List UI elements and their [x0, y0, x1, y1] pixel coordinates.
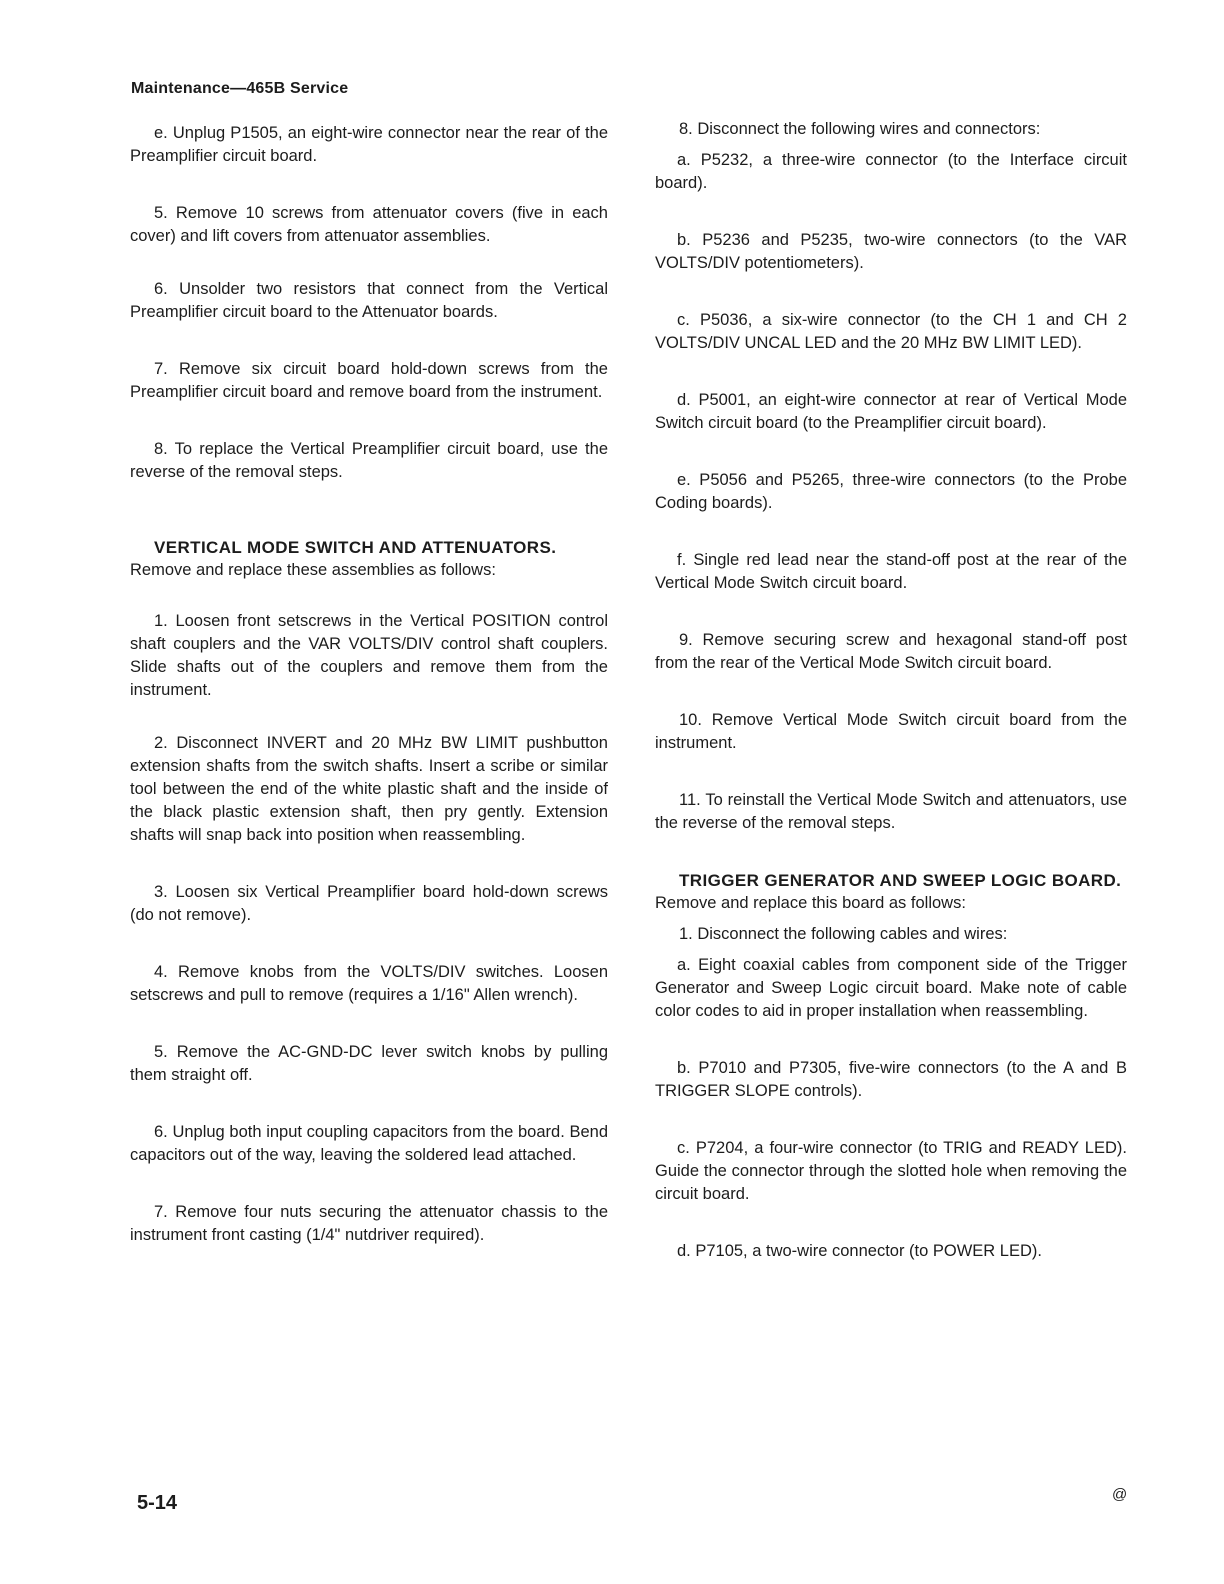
section-intro-vertical-mode-switch: Remove and replace these assemblies as follows:	[130, 561, 496, 579]
tg-step-1a: a. Eight coaxial cables from component side of the Trigger Generator and Sweep Logic circuit board. Make note of cable color codes to aid in proper installation when reassembling.	[655, 956, 1127, 1020]
vm-step-8: 8. Disconnect the following wires and connectors:	[679, 120, 1041, 138]
vm-step-1: 1. Loosen front setscrews in the Vertical POSITION control shaft couplers and the VAR VOLTS/DIV control shaft couplers. Slide shafts out of the couplers and remove them from the instrument.	[130, 612, 608, 699]
step-6-unsolder-resistors: 6. Unsolder two resistors that connect from the Vertical Preamplifier circuit board to the Attenuator boards.	[130, 280, 608, 321]
step-e-unplug-p1505: e. Unplug P1505, an eight-wire connector near the rear of the Preamplifier circuit board.	[130, 124, 608, 165]
vm-step-9: 9. Remove securing screw and hexagonal stand-off post from the rear of the Vertical Mode Switch circuit board.	[655, 631, 1127, 672]
vm-step-8a: a. P5232, a three-wire connector (to the Interface circuit board).	[655, 151, 1127, 192]
vm-step-8f: f. Single red lead near the stand-off post at the rear of the Vertical Mode Switch circuit board.	[655, 551, 1127, 592]
vm-step-6: 6. Unplug both input coupling capacitors from the board. Bend capacitors out of the way, leaving the soldered lead attached.	[130, 1123, 608, 1164]
right-column	[655, 118, 1127, 1263]
page-number: 5-14	[137, 1492, 178, 1514]
vm-step-2: 2. Disconnect INVERT and 20 MHz BW LIMIT pushbutton extension shafts from the switch shafts. Insert a scribe or similar tool between the end of the white plastic shaft and the inside of the black plastic extension shaft, then pry gently. Extension shafts will snap back into position when reassembling.	[130, 734, 608, 844]
section-title-vertical-mode-switch: VERTICAL MODE SWITCH AND ATTENUATORS.	[154, 538, 557, 557]
vm-step-10: 10. Remove Vertical Mode Switch circuit board from the instrument.	[655, 711, 1127, 752]
tg-step-1b: b. P7010 and P7305, five-wire connectors (to the A and B TRIGGER SLOPE controls).	[655, 1059, 1127, 1100]
vm-step-7: 7. Remove four nuts securing the attenuator chassis to the instrument front casting (1/4" nutdriver required).	[130, 1203, 608, 1244]
vm-step-5: 5. Remove the AC-GND-DC lever switch knobs by pulling them straight off.	[130, 1043, 608, 1084]
step-5-remove-screws: 5. Remove 10 screws from attenuator covers (five in each cover) and lift covers from attenuator assemblies.	[130, 204, 608, 245]
vm-step-11: 11. To reinstall the Vertical Mode Switch and attenuators, use the reverse of the removal steps.	[655, 791, 1127, 832]
vm-step-8c: c. P5036, a six-wire connector (to the CH 1 and CH 2 VOLTS/DIV UNCAL LED and the 20 MHz BW LIMIT LED).	[655, 311, 1127, 352]
tg-step-1d: d. P7105, a two-wire connector (to POWER LED).	[677, 1242, 1042, 1260]
vm-step-8d: d. P5001, an eight-wire connector at rear of Vertical Mode Switch circuit board (to the Preamplifier circuit board).	[655, 391, 1127, 432]
vm-step-3: 3. Loosen six Vertical Preamplifier board hold-down screws (do not remove).	[130, 883, 608, 924]
vm-step-8e: e. P5056 and P5265, three-wire connectors (to the Probe Coding boards).	[655, 471, 1127, 512]
tg-step-1c: c. P7204, a four-wire connector (to TRIG and READY LED). Guide the connector through the slotted hole when removing the circuit board.	[655, 1139, 1127, 1203]
section-title-trigger-generator: TRIGGER GENERATOR AND SWEEP LOGIC BOARD.	[679, 871, 1122, 890]
page-header: Maintenance—465B Service	[131, 80, 349, 97]
left-column	[130, 122, 608, 1247]
step-8-replace-board: 8. To replace the Vertical Preamplifier circuit board, use the reverse of the removal steps.	[130, 440, 608, 481]
tg-step-1: 1. Disconnect the following cables and wires:	[679, 925, 1008, 943]
section-intro-trigger-generator: Remove and replace this board as follows:	[655, 894, 966, 912]
footer-mark: @	[1112, 1486, 1128, 1503]
step-7-remove-holddown-screws: 7. Remove six circuit board hold-down screws from the Preamplifier circuit board and remove board from the instrument.	[130, 360, 608, 401]
vm-step-4: 4. Remove knobs from the VOLTS/DIV switches. Loosen setscrews and pull to remove (requires a 1/16" Allen wrench).	[130, 963, 608, 1004]
vm-step-8b: b. P5236 and P5235, two-wire connectors (to the VAR VOLTS/DIV potentiometers).	[655, 231, 1127, 272]
